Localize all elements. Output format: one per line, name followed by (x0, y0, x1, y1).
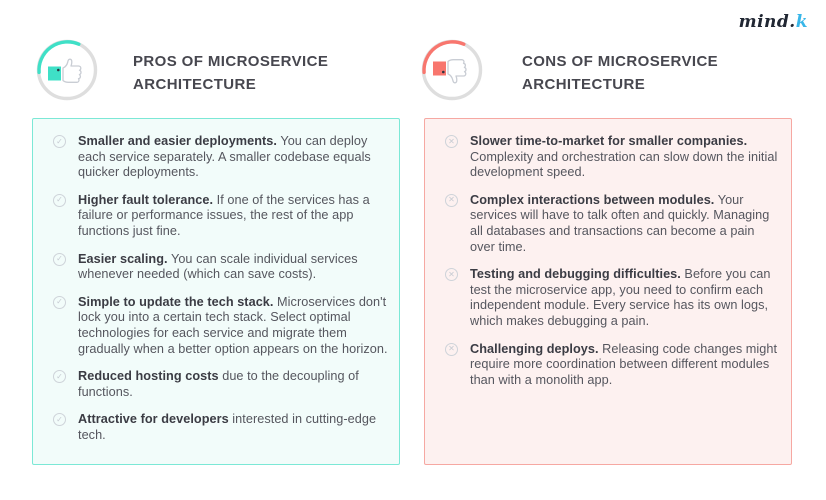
pros-list-item (53, 295, 389, 357)
pros-title (133, 50, 328, 96)
pros-title-line1: PROS OF MICROSERVICE (133, 53, 329, 70)
cons-title (522, 50, 718, 96)
thumb-up-icon (47, 54, 87, 88)
cross-circle-icon: ✕ (445, 343, 458, 356)
cons-list (445, 134, 781, 388)
cons-list-item (445, 193, 781, 255)
cons-item-text: Testing and debugging difficulties. Before you can test the microservice app, you need to confirm each independent module. Every service has its own logs, which makes debugging a pain. (470, 267, 771, 328)
cons-item-text: Slower time-to-market for smaller companies. Complexity and orchestration can slow down the initial development speed. (470, 134, 778, 180)
check-circle-icon: ✓ (53, 413, 66, 426)
logo-dot: . (789, 12, 796, 32)
logo-text-mind: mind (738, 12, 790, 32)
pros-item-text: Smaller and easier deployments. You can deploy each service separately. A smaller codebase equals quicker deployments. (78, 134, 371, 180)
pros-list-item (53, 193, 389, 240)
cons-item-text: Challenging deploys. Releasing code changes might require more coordination between different modules than with a monolith app. (470, 341, 778, 387)
cons-list-item (445, 267, 781, 329)
cross-circle-icon: ✕ (445, 194, 458, 207)
check-circle-icon: ✓ (53, 194, 66, 207)
pros-list-item (53, 252, 389, 283)
check-circle-icon: ✓ (53, 370, 66, 383)
pros-list-item (53, 412, 389, 443)
cross-circle-icon: ✕ (445, 135, 458, 148)
pros-item-text: Simple to update the tech stack. Microservices don't lock you into a certain tech stack. Select optimal technologies for each service and migrate them gradually when a better option appears on the horizon. (78, 294, 388, 356)
pros-list-item (53, 134, 389, 181)
cross-circle-icon: ✕ (445, 268, 458, 281)
check-circle-icon: ✓ (53, 296, 66, 309)
logo-text-k: k (795, 12, 808, 32)
pros-panel (32, 118, 400, 465)
check-circle-icon: ✓ (53, 135, 66, 148)
cons-list-item (445, 134, 781, 181)
cons-header-badge (421, 39, 483, 101)
check-circle-icon: ✓ (53, 253, 66, 266)
pros-item-text: Easier scaling. You can scale individual services whenever needed (which can save costs). (78, 251, 358, 282)
pros-title-line2: ARCHITECTURE (133, 76, 257, 93)
thumb-down-icon (432, 54, 472, 88)
cons-title-line2: ARCHITECTURE (522, 76, 646, 93)
mindk-logo (739, 12, 808, 32)
cons-title-line1: CONS OF MICROSERVICE (522, 53, 719, 70)
pros-list-item (53, 369, 389, 400)
pros-header-badge (36, 39, 98, 101)
pros-item-text: Attractive for developers interested in cutting-edge tech. (78, 412, 377, 442)
pros-item-text: Reduced hosting costs due to the decoupling of functions. (78, 369, 359, 399)
cons-item-text: Complex interactions between modules. Your services will have to talk often and quickly. Managing all databases and transactions can become a pain over time. (470, 192, 770, 254)
pros-list (53, 134, 389, 444)
cons-list-item (445, 342, 781, 389)
pros-item-text: Higher fault tolerance. If one of the services has a failure or performance issues, the rest of the app functions just fine. (78, 192, 370, 238)
cons-panel (424, 118, 792, 465)
